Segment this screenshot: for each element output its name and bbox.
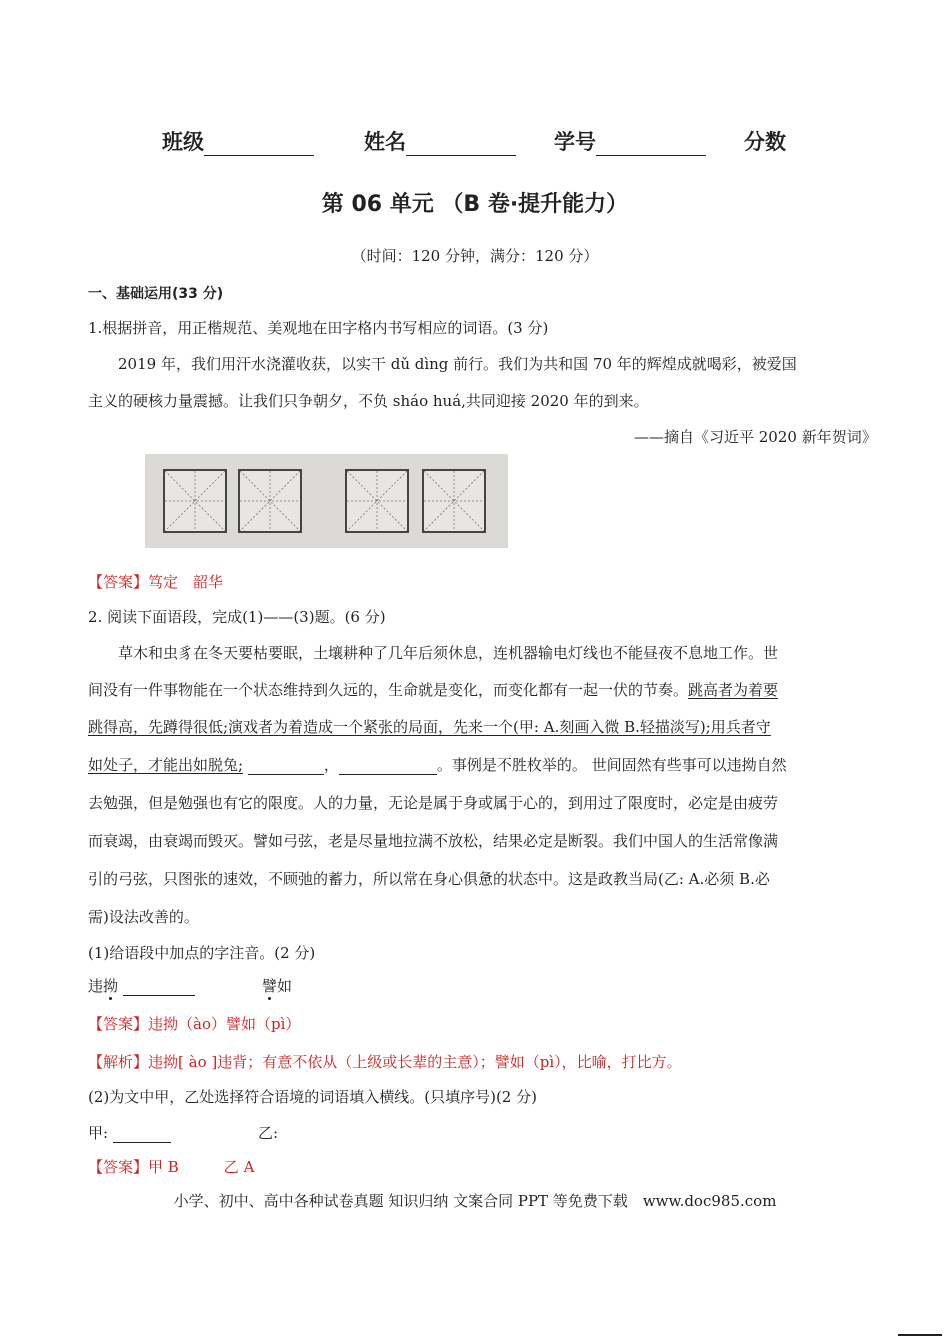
- word-char: 违: [88, 977, 104, 995]
- class-blank: [204, 135, 314, 156]
- page-title: 第 06 单元 （B 卷·提升能力）: [321, 192, 629, 217]
- q1-answer: [88, 571, 223, 592]
- writing-grid-image: [145, 454, 508, 548]
- name-field: [364, 126, 516, 156]
- q2-sub1-word2: [262, 975, 292, 996]
- id-field: [554, 126, 706, 156]
- q2-passage-line8: 需)设法改善的。: [88, 908, 199, 926]
- q2-line4-comma: ，: [323, 756, 339, 774]
- corner-rule: [898, 1334, 942, 1336]
- class-field: [162, 126, 314, 156]
- q2-line4-underlined: 如处子，才能出如脱兔;: [88, 756, 244, 774]
- jia-blank[interactable]: [113, 1126, 171, 1143]
- q2-passage-line5: 去勉强，但是勉强也有它的限度。人的力量，无论是属于身或属于心的，到用过了限度时，必定是由疲劳: [88, 794, 779, 812]
- name-label: 姓名: [364, 130, 406, 154]
- q2-sub2-answer: [88, 1156, 254, 1177]
- q2-passage-line4: [88, 754, 787, 775]
- q2-sub1-answer: [88, 1013, 300, 1034]
- q1-passage-line2: 主义的硬核力量震撼。让我们只争朝夕，不负 sháo huá,共同迎接 2020 年的到来。: [88, 392, 649, 410]
- section-heading: 一、基础运用(33 分): [88, 286, 224, 302]
- class-label: 班级: [162, 130, 204, 154]
- q2-sub2-prompt: (2)为文中甲，乙处选择符合语境的词语填入横线。(只填序号)(2 分): [88, 1088, 537, 1106]
- answer-text: 违拗（ào）譬如（pì）: [148, 1015, 301, 1033]
- q2-sub1-analysis: [88, 1051, 682, 1072]
- q2-line2-text: 间没有一件事物能在一个状态维持到久远的，生命就是变化，而变化都有一起一伏的节奏。: [88, 681, 689, 699]
- page-footer: 小学、初中、高中各种试卷真题 知识归纳 文案合同 PPT 等免费下载 www.doc985.com: [173, 1192, 777, 1210]
- q2-sub1-prompt: (1)给语段中加点的字注音。(2 分): [88, 944, 316, 962]
- q2-passage-line7: 引的弓弦，只图张的速效，不顾弛的蓄力，所以常在身心俱惫的状态中。这是政教当局(乙: A.必须 B.必: [88, 870, 770, 888]
- jia-label: 甲:: [88, 1124, 109, 1142]
- q2-sub2-yi: 乙:: [258, 1124, 279, 1142]
- q1-prompt: 1.根据拼音，用正楷规范、美观地在田字格内书写相应的词语。(3 分): [88, 319, 549, 337]
- score-field: [744, 126, 786, 156]
- answer-tag: 【答案】: [88, 1015, 149, 1033]
- q2-passage-line1: 草木和虫豸在冬天要枯要眠，土壤耕种了几年后须休息，连机器输电灯线也不能昼夜不息地工作。世: [118, 644, 779, 662]
- q2-line4-rest: 。事例是不胜枚举的。 世间固然有些事可以违拗自然: [436, 756, 787, 774]
- grid-cell: [345, 469, 409, 533]
- q1-source: ——摘自《习近平 2020 新年贺词》: [634, 428, 877, 446]
- answer-tag: 【答案】: [88, 573, 149, 591]
- answer-tag: 【答案】: [88, 1158, 149, 1176]
- word-char: 如: [277, 977, 293, 995]
- q2-passage-line6: 而衰竭，由衰竭而毁灭。譬如弓弦，老是尽量地拉满不放松，结果必定是断裂。我们中国人的生活常像满: [88, 832, 779, 850]
- grid-cell: [163, 469, 227, 533]
- pinyin-blank[interactable]: [123, 979, 195, 996]
- q1-passage-line1: 2019 年，我们用汗水浇灌收获，以实干 dǔ dìng 前行。我们为共和国 70 年的辉煌成就喝彩，被爱国: [118, 355, 797, 373]
- q2-passage-line2: [88, 679, 778, 700]
- analysis-text: 违拗[ ào ]违背；有意不依从（上级或长辈的主意）；譬如（pì），比喻，打比方。: [148, 1053, 682, 1071]
- dotted-char: 拗: [103, 977, 119, 995]
- dotted-char: 譬: [262, 977, 278, 995]
- name-blank: [406, 135, 516, 156]
- id-label: 学号: [554, 130, 596, 154]
- grid-cell: [238, 469, 302, 533]
- answer-blank[interactable]: [339, 758, 437, 775]
- q2-prompt: 2. 阅读下面语段，完成(1)——(3)题。(6 分): [88, 608, 386, 626]
- q2-sub2-jia: [88, 1122, 171, 1143]
- answer-blank[interactable]: [248, 758, 324, 775]
- answer-text: 笃定 韶华: [148, 573, 224, 591]
- q2-sub1-word1: [88, 975, 195, 996]
- q2-passage-line3: 跳得高，先蹲得很低;演戏者为着造成一个紧张的局面，先来一个(甲: A.刻画入微 B.轻描淡写);用兵者守: [88, 718, 771, 736]
- grid-cell: [422, 469, 486, 533]
- exam-info: （时间：120 分钟，满分：120 分）: [351, 247, 599, 265]
- analysis-tag: 【解析】: [88, 1053, 149, 1071]
- q2-line2-underlined: 跳高者为着要: [688, 681, 779, 699]
- score-label: 分数: [744, 130, 786, 154]
- answer-text: 甲 B 乙 A: [148, 1158, 255, 1176]
- id-blank: [596, 135, 706, 156]
